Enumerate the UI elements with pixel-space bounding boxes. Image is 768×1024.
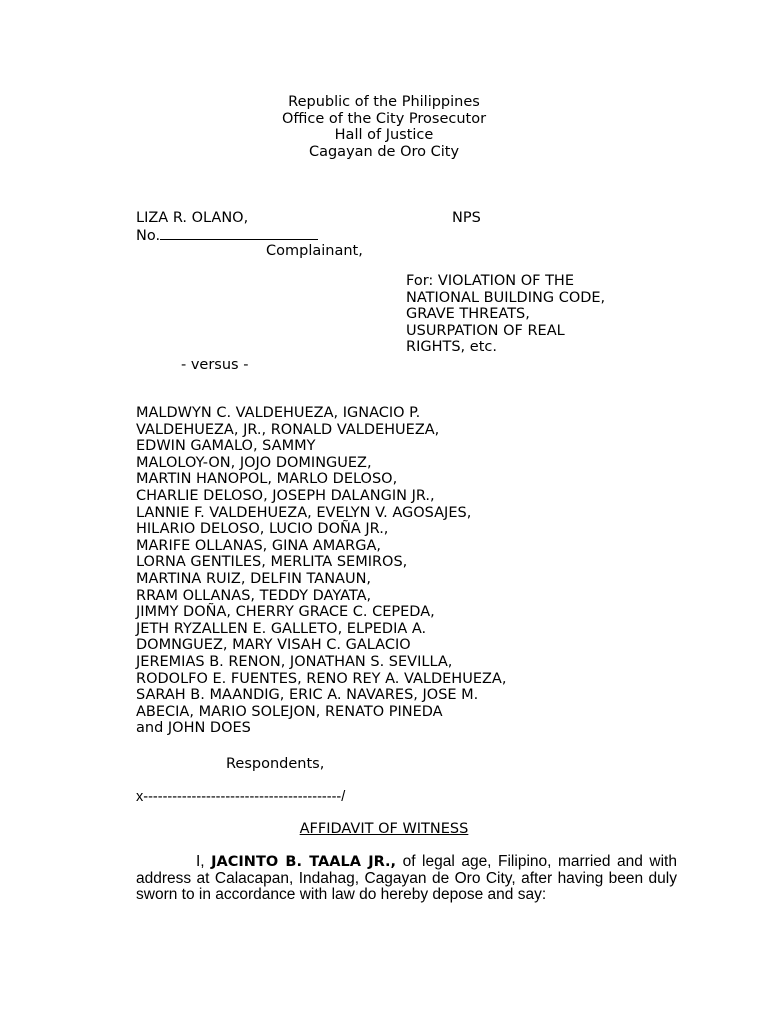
respondent-line: JIMMY DOÑA, CHERRY GRACE C. CEPEDA,: [136, 604, 435, 621]
nps-label: NPS: [452, 210, 481, 226]
header-city: Cagayan de Oro City: [308, 143, 460, 160]
respondent-line: JEREMIAS B. RENON, JONATHAN S. SEVILLA,: [136, 653, 453, 670]
respondent-line: CHARLIE DELOSO, JOSEPH DALANGIN JR.,: [136, 487, 435, 504]
charge-line: NATIONAL BUILDING CODE,: [406, 289, 606, 306]
respondents-role: Respondents,: [226, 756, 325, 772]
respondent-line: RODOLFO E. FUENTES, RENO REY A. VALDEHUEZA,: [136, 670, 507, 687]
respondent-line: RRAM OLLANAS, TEDDY DAYATA,: [136, 587, 372, 604]
respondent-line: LORNA GENTILES, MERLITA SEMIROS,: [136, 554, 408, 571]
respondent-line: SARAH B. MAANDIG, ERIC A. NAVARES, JOSE M.: [136, 687, 479, 704]
charges-block: [406, 273, 605, 356]
header-hall: Hall of Justice: [334, 127, 434, 144]
respondent-line: EDWIN GAMALO, SAMMY: [136, 438, 316, 455]
document-title: AFFIDAVIT OF WITNESS: [299, 821, 469, 837]
para-rest: of legal age, Filipino, married and with address at Calacapan, Indahag, Cagayan de Oro City, after having been duly sworn to in accordance with law do hereby depose and say:: [136, 853, 677, 904]
court-header: [0, 94, 768, 160]
complainant-name: LIZA R. OLANO,: [136, 210, 249, 226]
complainant-role: Complainant,: [266, 243, 363, 259]
charge-line: For: VIOLATION OF THE: [406, 273, 574, 289]
respondent-line: HILARIO DELOSO, LUCIO DOÑA JR.,: [136, 521, 389, 538]
charge-line: USURPATION OF REAL: [406, 322, 565, 339]
charge-line: RIGHTS, etc.: [406, 339, 497, 356]
respondent-line: DOMNGUEZ, MARY VISAH C. GALACIO: [136, 637, 411, 654]
respondent-line: MALOLOY-ON, JOJO DOMINGUEZ,: [136, 454, 372, 471]
versus-label: - versus -: [181, 357, 249, 373]
no-label: No.: [136, 228, 161, 244]
respondent-line: ABECIA, MARIO SOLEJON, RENATO PINEDA: [136, 703, 443, 720]
header-republic: Republic of the Philippines: [288, 94, 480, 110]
case-number: [136, 227, 318, 245]
respondent-line: LANNIE F. VALDEHUEZA, EVELYN V. AGOSAJES,: [136, 504, 472, 521]
caption-separator: x-----------------------------------------/: [136, 789, 346, 805]
charge-line: GRAVE THREATS,: [406, 306, 530, 323]
respondent-line: MARTINA RUIZ, DELFIN TANAUN,: [136, 570, 372, 587]
respondent-line: VALDEHUEZA, JR., RONALD VALDEHUEZA,: [136, 421, 440, 438]
case-number-blank: [160, 227, 318, 240]
para-intro: I,: [196, 853, 205, 870]
affidavit-paragraph: [136, 854, 677, 904]
respondents-list: [136, 405, 506, 737]
respondent-line: MALDWYN C. VALDEHUEZA, IGNACIO P.: [136, 405, 421, 421]
affiant-name: JACINTO B. TAALA JR.,: [211, 854, 397, 870]
respondent-line: MARIFE OLLANAS, GINA AMARGA,: [136, 537, 381, 554]
respondent-line: JETH RYZALLEN E. GALLETO, ELPEDIA A.: [136, 620, 427, 637]
respondent-line: and JOHN DOES: [136, 720, 251, 737]
header-office: Office of the City Prosecutor: [281, 110, 487, 127]
respondent-line: MARTIN HANOPOL, MARLO DELOSO,: [136, 471, 398, 488]
